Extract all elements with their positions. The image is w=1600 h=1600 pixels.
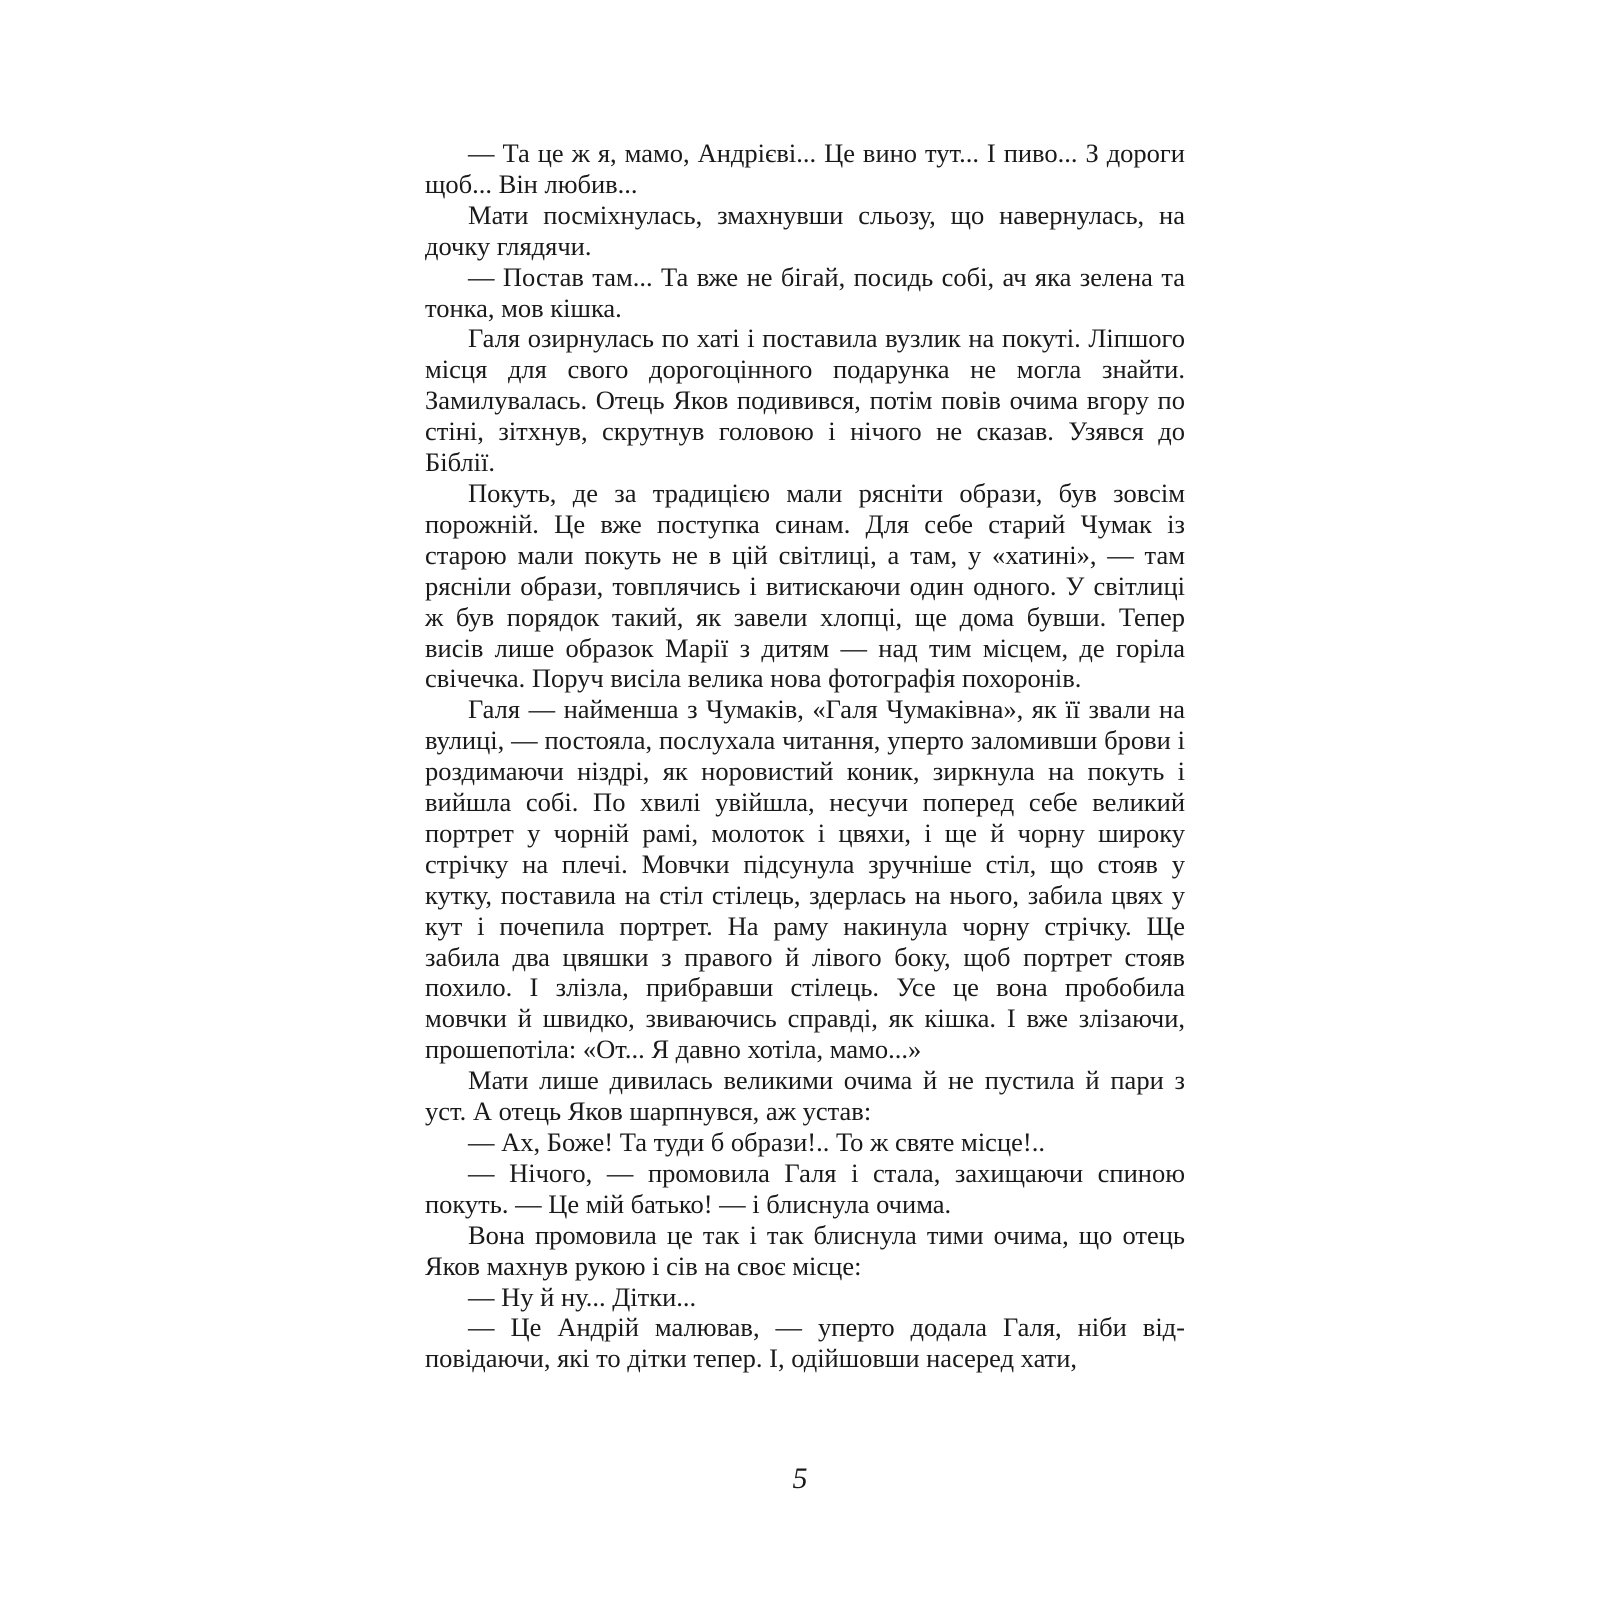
paragraph: Мати лише дивилась великими очима й не пустила й пари з уст. А отець Яков шарпнувся, аж устав:	[425, 1065, 1185, 1127]
page-text	[425, 138, 1185, 1374]
paragraph: — Нічого, — промовила Галя і стала, захищаючи спиною покуть. — Це мій батько! — і блиснула очима.	[425, 1157, 1185, 1219]
paragraph: Мати посміхнулась, змахнувши сльозу, що навернулась, на дочку глядячи.	[425, 199, 1185, 261]
paragraph: Вона промовила це так і так блиснула тими очима, що отець Яков махнув рукою і сів на своє місце:	[425, 1219, 1185, 1281]
paragraph: — Це Андрій малював, — уперто додала Галя, ніби відповідаючи, які то дітки тепер. І, одійшовши насеред хати,	[425, 1312, 1185, 1374]
page-number: 5	[792, 1462, 808, 1495]
paragraph: Галя озирнулась по хаті і поставила вузлик на покуті. Ліпшого місця для свого дорогоцінного подарунка не могла знайти. Замилувалась. Отець Яков подивився, потім повів очима вгору по стіні, зітхнув, скрутнув головою і нічого не сказав. Узявся до Біблії.	[425, 323, 1185, 478]
paragraph: — Ну й ну... Дітки...	[468, 1281, 697, 1312]
paragraph: — Ах, Боже! Та туди б образи!.. То ж святе місце!..	[468, 1127, 1045, 1157]
paragraph: — Та це ж я, мамо, Андрієві... Це вино тут... І пиво... З дороги щоб... Він любив...	[425, 138, 1185, 199]
paragraph: Покуть, де за традицією мали рясніти образи, був зовсім порожній. Це вже поступка синам. Для себе старий Чумак із старою мали покуть не в цій світлиці, а там, у «хатині», — там рясніли образи, товплячись і витискаючи один одного. У світлиці ж був порядок такий, як завели хлопці, ще дома бувши. Тепер висів лише образок Марії з дитям — над тим місцем, де горіла свічечка. Поруч висіла велика нова фотографія похоронів.	[425, 477, 1185, 694]
paragraph: — Постав там... Та вже не бігай, посидь собі, ач яка зелена та тонка, мов кішка.	[425, 261, 1185, 323]
paragraph: Галя — найменша з Чумаків, «Галя Чумаківна», як її звали на вулиці, — постояла, послухала читання, уперто заломивши брови і роздимаючи ніздрі, як норовистий коник, зиркнула на покуть і вийшла собі. По хвилі увійшла, несучи поперед себе великий портрет у чорній рамі, молоток і цвяхи, і ще й чорну широку стрічку на плечі. Мовчки підсунула зручніше стіл, що стояв у кутку, поставила на стіл стілець, здерлась на нього, забила цвях у кут і почепила портрет. На раму накинула чорну стрічку. Ще забила два цвяшки з правого й лівого боку, щоб портрет стояв похило. І злізла, прибравши стілець. Усе це вона пробобила мовчки й швидко, звиваючись справді, як кішка. І вже злізаючи, прошепотіла: «От... Я давно хотіла, мамо...»	[425, 694, 1185, 1065]
